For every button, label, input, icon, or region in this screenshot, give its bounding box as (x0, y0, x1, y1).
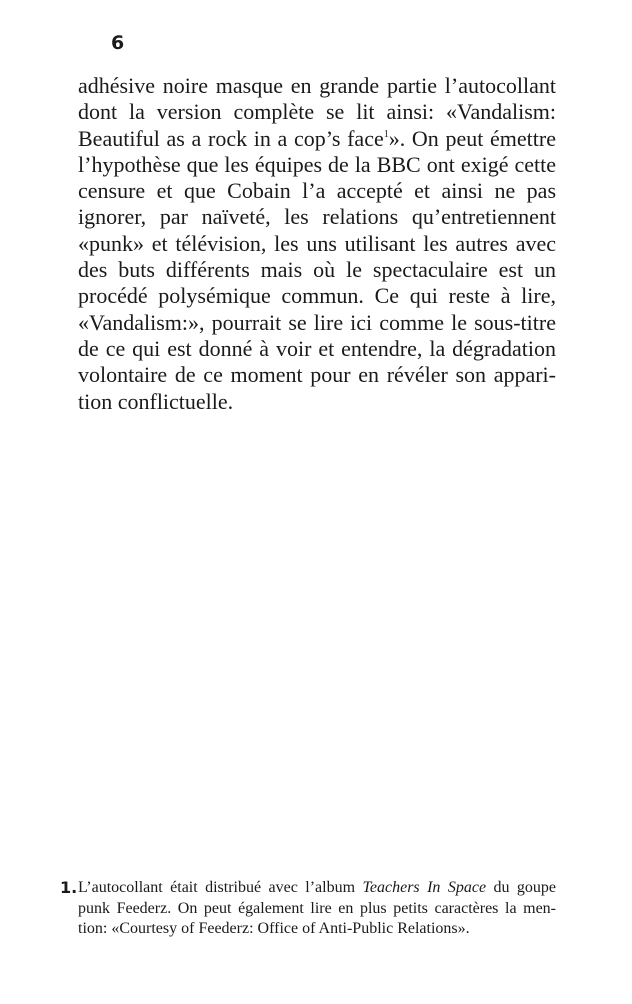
footnote-line-1 (78, 878, 556, 899)
body-line-5: censure et que Cobain l’a accepté et ainsi ne pas (78, 178, 556, 204)
footnote-body (78, 878, 556, 940)
body-line-4: l’hypothèse que les équipes de la BBC ont exigé cette (78, 151, 556, 177)
body-line-6: ignorer, par naïveté, les relations qu’entretiennent (78, 204, 556, 230)
body-line-2: dont la version complète se lit ainsi: «Vandalism: (78, 99, 556, 125)
body-line-8: des buts différents mais où le spectaculaire est un (78, 257, 556, 283)
body-line-12: volontaire de ce moment pour en révéler son appari- (78, 362, 556, 388)
body-line-3 (78, 126, 556, 152)
footnote-reference: 1 (383, 128, 389, 140)
body-line-9: procédé polysémique commun. Ce qui reste à lire, (78, 283, 556, 309)
footnote-line-3: tion: «Courtesy of Feederz: Office of Anti-Public Relations». (78, 920, 470, 937)
footnote (60, 878, 556, 940)
footnote-number: 1. (60, 878, 78, 897)
body-line-11: de ce qui est donné à voir et entendre, la dégradation (78, 335, 556, 361)
body-line-10: «Vandalism:», pourrait se lire ici comme le sous-titre (78, 309, 556, 335)
footnote-line-1-text: L’autocollant était distribué avec l’album (78, 879, 363, 896)
page-number: 6 (111, 32, 125, 54)
body-paragraph (78, 73, 556, 415)
footnote-line-1-end: du goupe (486, 879, 556, 896)
album-title: Teachers In Space (362, 879, 487, 896)
body-line-3-text: Beautiful as a rock in a cop’s face (78, 125, 384, 151)
body-line-1: adhésive noire masque en grande partie l’autocollant (78, 73, 556, 98)
footnote-line-2: punk Feederz. On peut également lire en plus petits caractères la men- (78, 899, 556, 917)
body-line-3-continuation: ». On peut émettre (388, 125, 556, 151)
body-line-13: tion conflictuelle. (78, 388, 234, 414)
body-line-7: «punk» et télévision, les uns utilisant les autres avec (78, 230, 556, 256)
